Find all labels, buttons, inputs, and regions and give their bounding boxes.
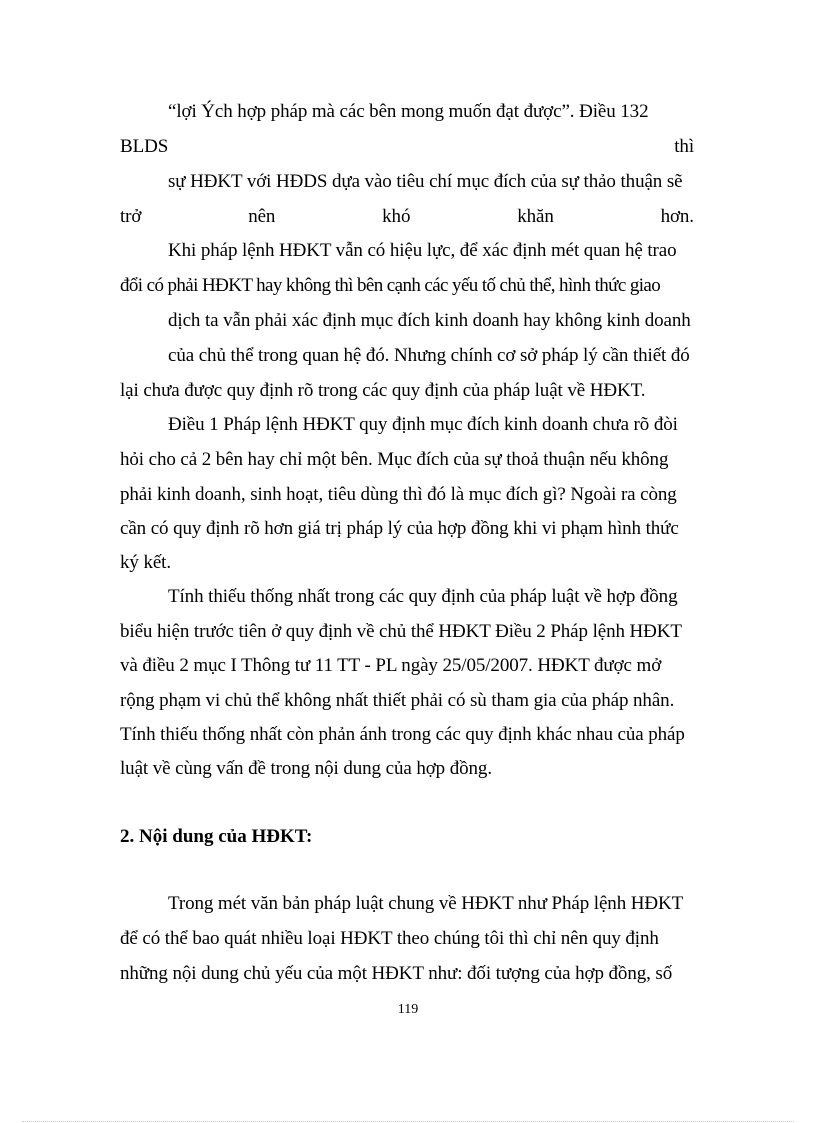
text-line — [120, 483, 677, 507]
line-text: Tính thiếu thống nhất trong các quy định của pháp luật về hợp đồng — [168, 586, 678, 607]
text-line — [168, 585, 677, 609]
line-text: cần có quy định rõ hơn giá trị pháp lý của hợp đồng khi vi phạm hình thức — [120, 518, 679, 539]
line-text: dịch ta vẫn phải xác định mục đích kinh doanh hay không kinh doanh — [168, 310, 691, 331]
line-text: đổi có phải HĐKT hay không thì bên cạnh các yếu tố chủ thể, hình thức giao — [120, 275, 661, 296]
word: BLDS — [120, 136, 169, 157]
text-line — [168, 309, 691, 333]
line-text: Điều 1 Pháp lệnh HĐKT quy định mục đích kinh doanh chưa rõ đòi — [168, 414, 678, 435]
line-text: rộng phạm vi chủ thể không nhất thiết phải có sù tham gia của pháp nhân. — [120, 690, 675, 711]
text-line — [120, 620, 682, 644]
text-line — [120, 962, 672, 986]
text-line — [120, 757, 492, 781]
text-line — [120, 517, 679, 541]
line-text: để có thể bao quát nhiều loại HĐKT theo chúng tôi thì chỉ nên quy định — [120, 928, 659, 949]
text-line — [168, 413, 678, 437]
text-line — [120, 551, 171, 575]
section-heading: 2. Nội dung của HĐKT: — [120, 826, 313, 847]
line-text: lại chưa được quy định rõ trong các quy định của pháp luật về HĐKT. — [120, 380, 646, 401]
line-text: “lợi Ých hợp pháp mà các bên mong muốn đạt được”. Điều 132 — [168, 101, 649, 122]
line-text: Trong mét văn bản pháp luật chung về HĐKT như Pháp lệnh HĐKT — [168, 893, 684, 914]
text-line — [168, 344, 690, 368]
text-line — [168, 239, 676, 263]
line-text: Tính thiếu thống nhất còn phản ánh trong các quy định khác nhau của pháp — [120, 724, 685, 745]
line-text: của chủ thể trong quan hệ đó. Nhưng chính cơ sở pháp lý cần thiết đó — [168, 345, 690, 366]
text-line — [120, 448, 668, 472]
text-line — [120, 689, 674, 713]
word: nên — [248, 206, 276, 227]
word: thì — [674, 136, 694, 157]
text-line — [120, 205, 694, 229]
word: hơn. — [660, 206, 694, 227]
line-text: biểu hiện trước tiên ở quy định về chủ thể HĐKT Điều 2 Pháp lệnh HĐKT — [120, 621, 682, 642]
text-line — [120, 135, 694, 159]
text-line — [168, 892, 683, 916]
text-line — [120, 379, 645, 403]
line-text: hỏi cho cả 2 bên hay chỉ một bên. Mục đích của sự thoả thuận nếu không — [120, 449, 669, 470]
text-line — [168, 100, 694, 124]
line-text: Khi pháp lệnh HĐKT vẫn có hiệu lực, để xác định mét quan hệ trao — [168, 240, 677, 261]
word: khó — [382, 206, 411, 227]
line-text: và điều 2 mục I Thông tư 11 TT - PL ngày 25/05/2007. HĐKT được mở — [120, 655, 662, 676]
line-text: ký kết. — [120, 552, 172, 573]
text-line — [120, 274, 660, 298]
line-text: phải kinh doanh, sinh hoạt, tiêu dùng thì đó là mục đích gì? Ngoài ra còng — [120, 484, 677, 505]
line-text: những nội dung chủ yếu của một HĐKT như: đối tượng của hợp đồng, số — [120, 963, 673, 984]
text-line — [120, 654, 661, 678]
text-line — [120, 927, 659, 951]
page-number: 119 — [397, 1002, 419, 1017]
text-line — [120, 723, 685, 747]
text-line — [168, 170, 682, 194]
line-text: luật về cùng vấn đề trong nội dung của hợp đồng. — [120, 758, 492, 779]
word: khăn — [517, 206, 554, 227]
page-bottom-border — [22, 1121, 794, 1122]
line-text: sự HĐKT với HĐDS dựa vào tiêu chí mục đích của sự thảo thuận sẽ — [168, 171, 683, 192]
word: trở — [120, 206, 142, 227]
